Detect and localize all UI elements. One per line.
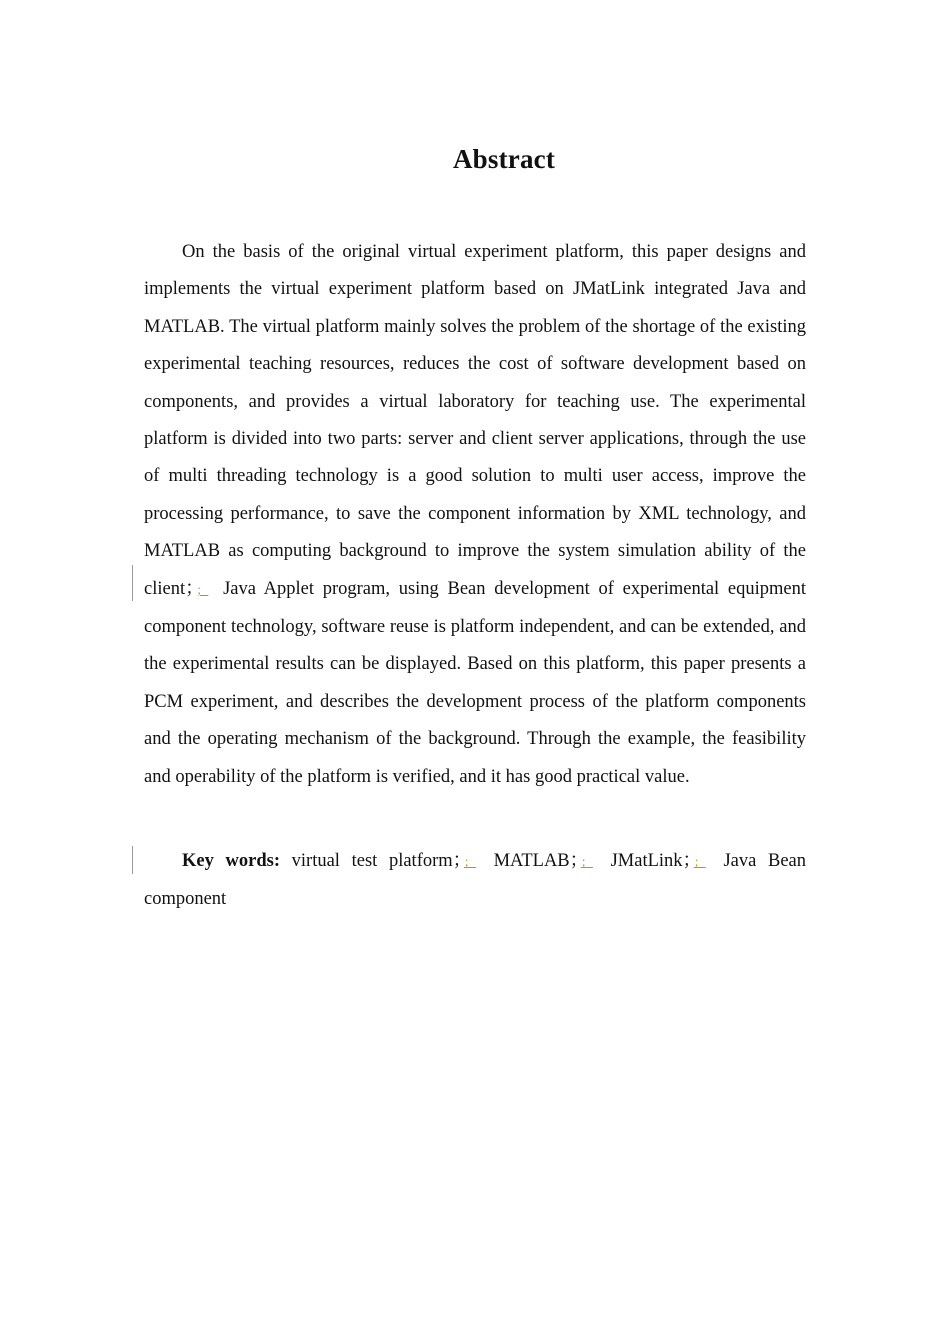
keyword-item: MATLAB； [481, 851, 579, 871]
keyword-item: JMatLink； [598, 851, 692, 871]
abstract-paragraph [144, 234, 806, 796]
abstract-text-part2: Java Applet program, using Bean development of experimental equipment component technology, software reuse is platform independent, and can be extended, and the experimental results can be displayed. Based on this platform, this paper presents a PCM experiment, and describes the development process of the platform components and the operating mechanism of the background. Through the example, the feasibility and operability of the platform is verified, and it has good practical value. [144, 578, 806, 787]
keywords-label: Key words: [182, 851, 280, 871]
abstract-text-part1: On the basis of the original virtual experiment platform, this paper designs and implements the virtual experiment platform based on JMatLink integrated Java and MATLAB. The virtual platform mainly solves the problem of the shortage of the existing experimental teaching resources, reduces the cost of software development based on components, and provides a virtual laboratory for teaching use. The experimental platform is divided into two parts: server and client server applications, through the use of multi threading technology is a good solution to multi user access, improve the processing performance, to save the component information by XML technology, and MATLAB as computing background to improve the system simulation ability of the client； [144, 242, 806, 599]
change-bar [132, 565, 133, 601]
keyword-item: virtual test platform； [279, 851, 462, 871]
revision-mark[interactable]: ； [196, 582, 209, 597]
revision-mark[interactable]: ； [463, 855, 476, 869]
change-bar [132, 846, 133, 874]
keywords-paragraph [144, 843, 806, 919]
revision-mark[interactable]: ； [693, 855, 706, 869]
revision-mark[interactable]: ； [580, 855, 593, 869]
keyword-item: Java Bean component [144, 851, 807, 910]
page-title: Abstract [452, 144, 556, 174]
